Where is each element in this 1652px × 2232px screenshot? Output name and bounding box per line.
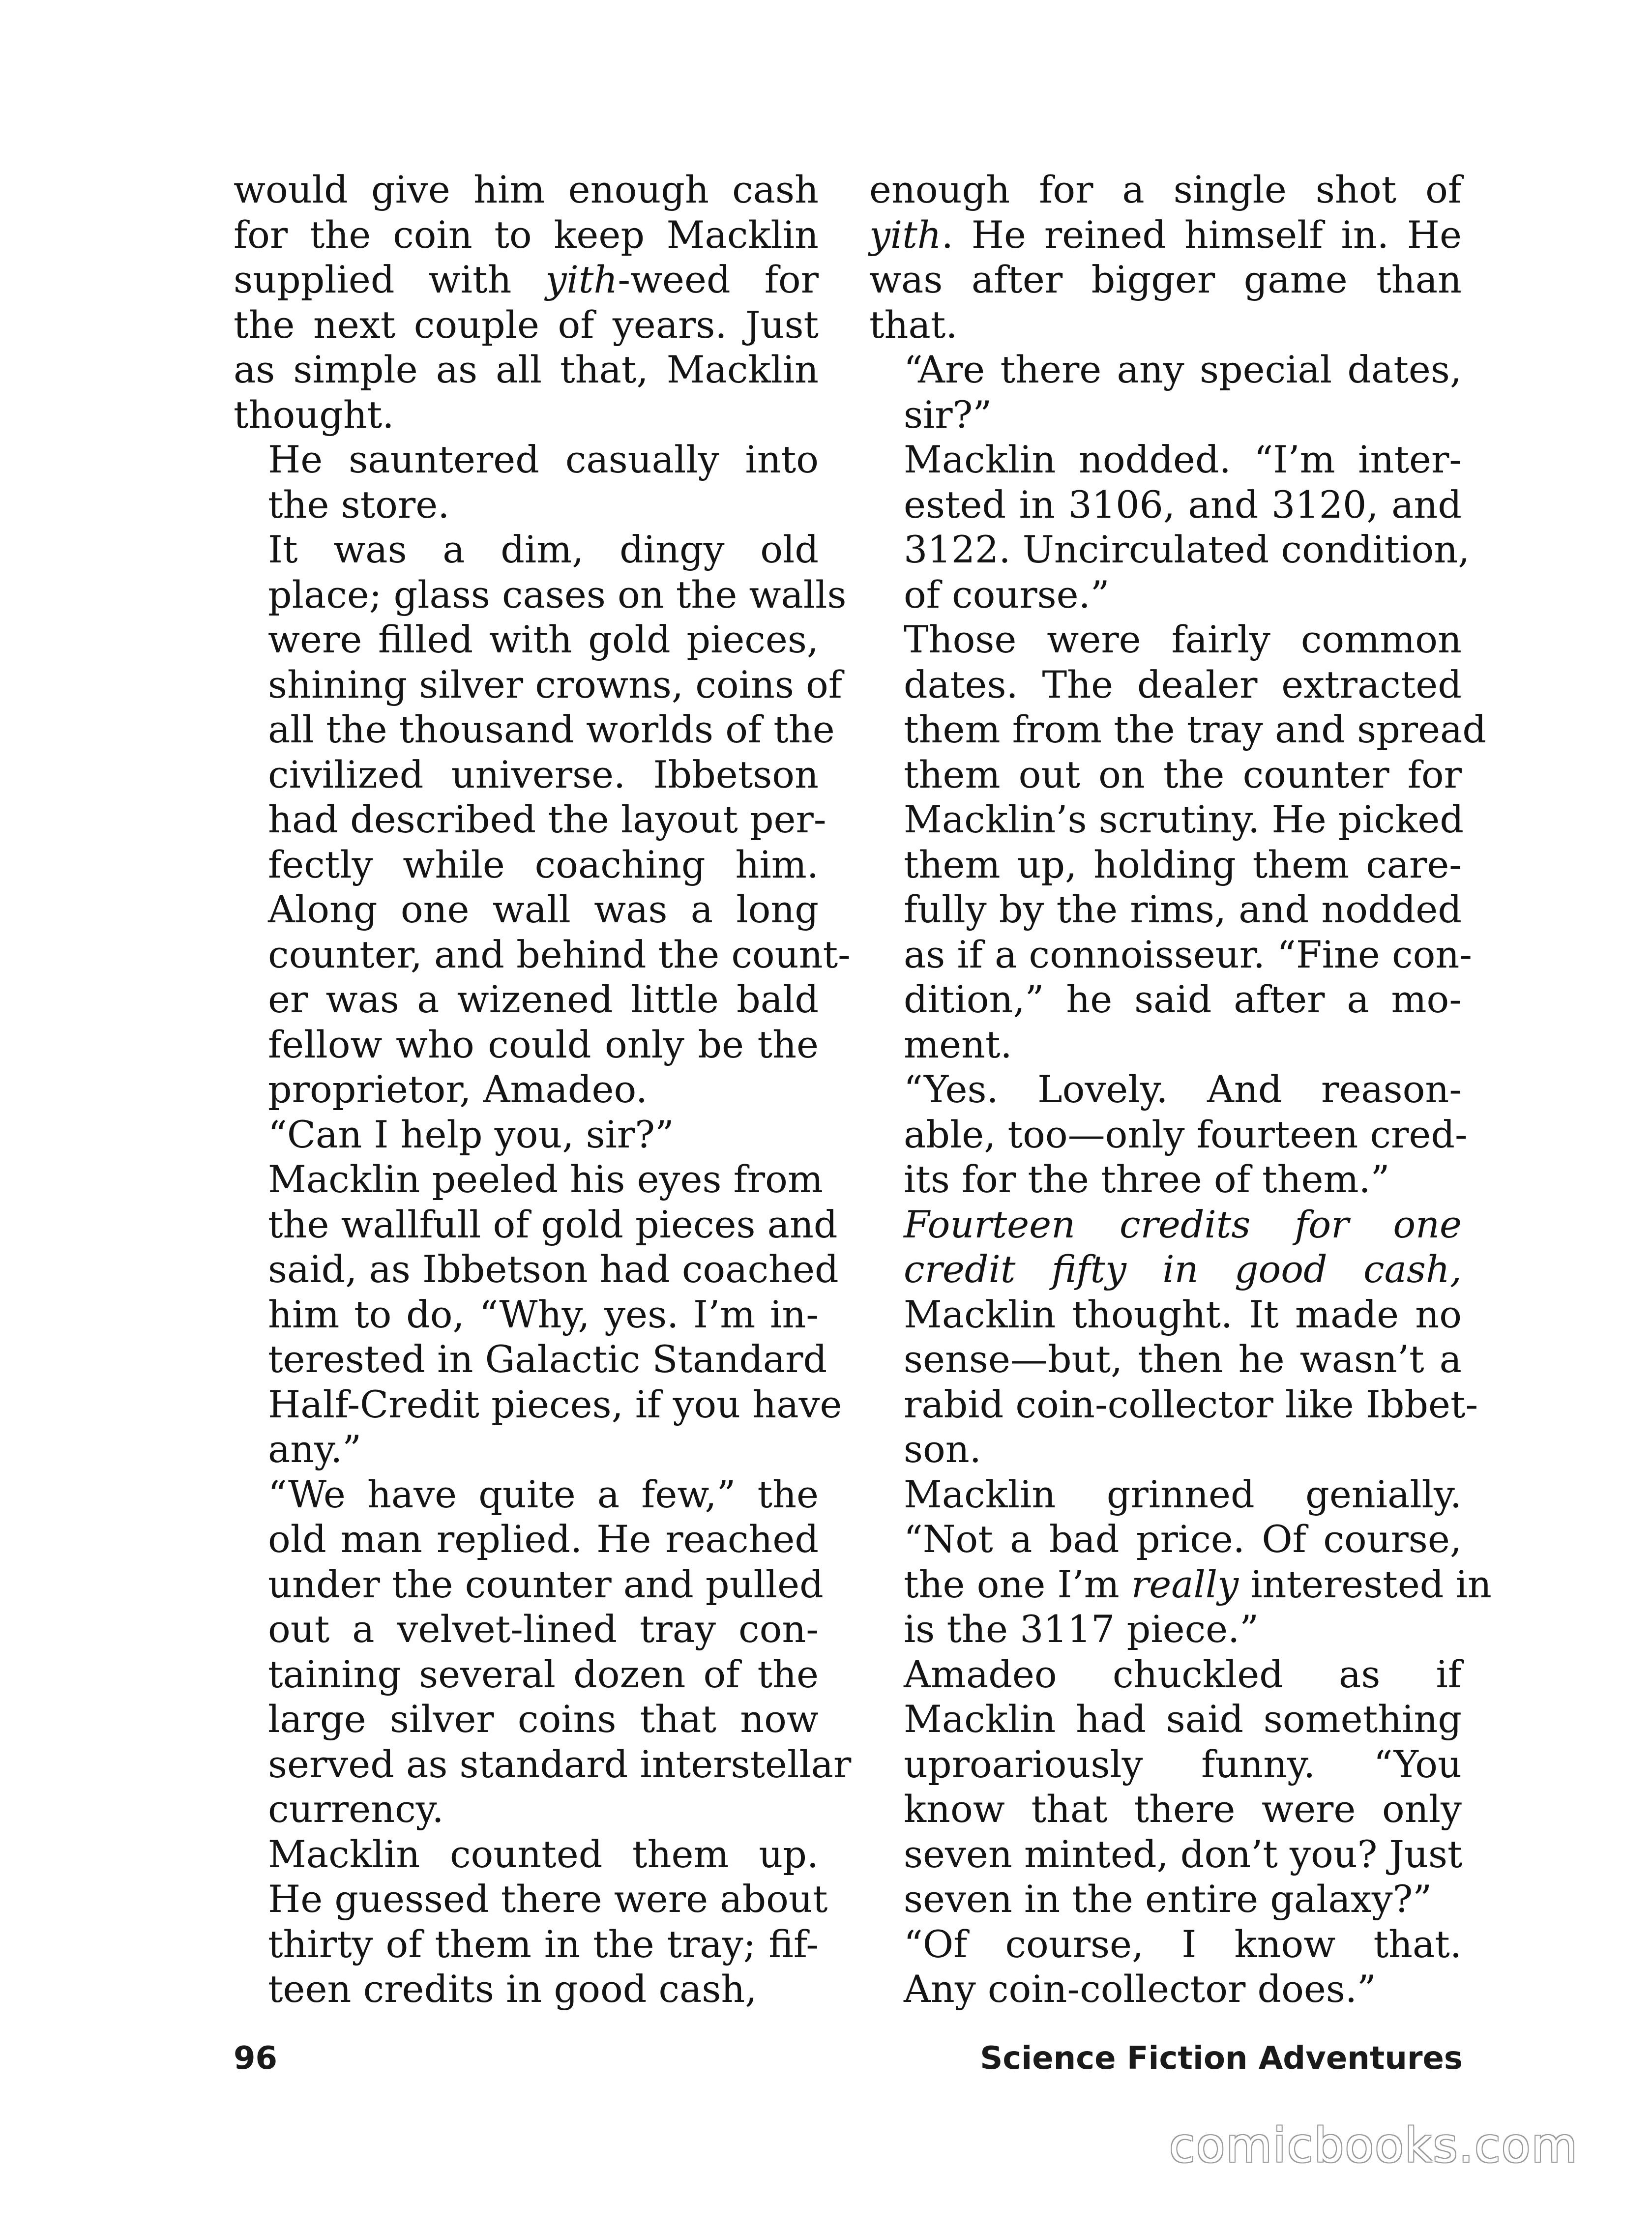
text-line: Macklin had said something — [904, 1697, 1462, 1741]
text-line: that. — [869, 302, 958, 347]
text-line: the next couple of years. Just — [234, 302, 819, 347]
text-line: sense—but, then he wasn’t a — [904, 1337, 1462, 1381]
text-line: ested in 3106, and 3120, and — [904, 482, 1462, 527]
text-line: He sauntered casually into — [268, 438, 819, 481]
paragraph — [869, 1067, 1468, 1202]
paragraph — [869, 1472, 1492, 1652]
text-line: “Not a bad price. Of course, — [904, 1517, 1462, 1561]
text-line: Any coin-collector does.” — [904, 1967, 1376, 2011]
text-line: fully by the rims, and nodded — [904, 887, 1462, 931]
text-line: is the 3117 piece.” — [904, 1607, 1259, 1651]
text-line: able, too—only fourteen cred- — [904, 1112, 1468, 1156]
text-line: teen credits in good cash, — [268, 1967, 757, 2011]
text-line: terested in Galactic Standard — [268, 1337, 827, 1381]
text-line: know that there were only — [904, 1787, 1462, 1831]
text-line: yith. He reined himself in. He — [869, 212, 1462, 257]
text-line: Macklin peeled his eyes from — [268, 1157, 823, 1201]
text-line: sir?” — [904, 392, 992, 437]
text-line: him to do, “Why, yes. I’m in- — [268, 1292, 819, 1336]
text-line: enough for a single shot of — [869, 168, 1462, 211]
text-line: the store. — [268, 482, 450, 527]
text-line: as simple as all that, Macklin — [234, 348, 819, 391]
paragraph — [234, 527, 851, 1112]
text-line: “We have quite a few,” the — [268, 1472, 819, 1516]
text-line: was after bigger game than — [869, 258, 1462, 301]
text-line: as if a connoisseur. “Fine con- — [904, 932, 1472, 976]
right-text-column — [869, 167, 1492, 2012]
text-line: Macklin nodded. “I’m inter- — [904, 438, 1462, 481]
text-line: proprietor, Amadeo. — [268, 1067, 648, 1111]
text-line: son. — [904, 1427, 981, 1471]
text-line: its for the three of them.” — [904, 1157, 1390, 1201]
text-line: them from the tray and spread — [904, 707, 1487, 751]
text-line: He guessed there were about — [268, 1877, 828, 1921]
text-line: rabid coin-collector like Ibbet- — [904, 1382, 1478, 1426]
text-line: Amadeo chuckled as if — [904, 1652, 1462, 1696]
paragraph — [234, 167, 819, 437]
text-line: the one I’m really interested in — [904, 1562, 1492, 1606]
text-line: the wallfull of gold pieces and — [268, 1202, 838, 1246]
text-line: out a velvet-lined tray con- — [268, 1607, 819, 1651]
text-line: “Yes. Lovely. And reason- — [904, 1067, 1462, 1111]
text-line: taining several dozen of the — [268, 1652, 819, 1696]
text-line: Half-Credit pieces, if you have — [268, 1382, 842, 1426]
text-line: civilized universe. Ibbetson — [268, 752, 819, 796]
left-text-column — [234, 167, 852, 2012]
text-line: had described the layout per- — [268, 797, 826, 841]
paragraph — [869, 617, 1487, 1067]
text-line: fellow who could only be the — [268, 1022, 819, 1066]
text-line: were filled with gold pieces, — [268, 617, 819, 661]
paragraph — [869, 1652, 1462, 1922]
text-line: currency. — [268, 1787, 444, 1831]
text-line: counter, and behind the count- — [268, 932, 851, 976]
text-line: supplied with yith-weed for — [234, 258, 819, 301]
paragraph — [869, 1922, 1462, 2012]
text-line: thought. — [234, 392, 394, 437]
text-line: any.” — [268, 1427, 362, 1471]
text-line: them up, holding them care- — [904, 842, 1462, 886]
paragraph — [234, 1112, 819, 1157]
text-line: Macklin counted them up. — [268, 1832, 819, 1876]
paragraph — [869, 437, 1470, 617]
page-footer — [234, 2040, 1463, 2085]
text-line: It was a dim, dingy old — [268, 528, 819, 571]
text-line: would give him enough cash — [234, 168, 819, 211]
paragraph — [234, 1832, 828, 2012]
paragraph — [869, 1202, 1478, 1472]
text-line: 3122. Uncirculated condition, — [904, 528, 1470, 571]
text-line: “Can I help you, sir?” — [268, 1112, 674, 1156]
paragraph — [234, 1472, 852, 1832]
text-line: dition,” he said after a mo- — [904, 977, 1462, 1021]
text-line: served as standard interstellar — [268, 1742, 852, 1786]
text-line: for the coin to keep Macklin — [234, 212, 819, 257]
text-line: said, as Ibbetson had coached — [268, 1247, 839, 1291]
text-line: under the counter and pulled — [268, 1562, 824, 1606]
text-line: of course.” — [904, 572, 1110, 617]
text-line: uproariously funny. “You — [904, 1742, 1462, 1786]
text-line: large silver coins that now — [268, 1697, 819, 1741]
text-line: Those were fairly common — [904, 617, 1462, 661]
text-line: “Of course, I know that. — [904, 1922, 1462, 1966]
text-line: seven in the entire galaxy?” — [904, 1877, 1432, 1921]
text-line: all the thousand worlds of the — [268, 707, 835, 751]
text-line: dates. The dealer extracted — [904, 662, 1462, 706]
text-line: shining silver crowns, coins of — [268, 662, 842, 706]
text-line: Along one wall was a long — [268, 887, 819, 931]
paragraph — [234, 1157, 842, 1472]
text-line: Macklin thought. It made no — [904, 1292, 1462, 1336]
text-line: old man replied. He reached — [268, 1517, 819, 1561]
text-line: Macklin’s scrutiny. He picked — [904, 797, 1464, 841]
text-line: thirty of them in the tray; fif- — [268, 1922, 819, 1966]
text-line: Macklin grinned genially. — [904, 1472, 1462, 1516]
text-line: place; glass cases on the walls — [268, 572, 847, 617]
paragraph — [869, 347, 1462, 437]
text-line: er was a wizened little bald — [268, 977, 819, 1021]
text-line: ment. — [904, 1022, 1012, 1066]
paragraph — [869, 167, 1462, 347]
text-line: credit fifty in good cash, — [904, 1247, 1462, 1291]
magazine-title: Science Fiction Adventures — [980, 2040, 1463, 2077]
paragraph — [234, 437, 819, 527]
text-line: them out on the counter for — [904, 752, 1462, 796]
page-number: 96 — [234, 2040, 278, 2077]
text-line: Fourteen credits for one — [904, 1202, 1462, 1246]
text-line: fectly while coaching him. — [268, 842, 819, 886]
text-line: “Are there any special dates, — [904, 348, 1462, 391]
watermark-logo: comicbooks.com — [1169, 2118, 1578, 2173]
text-line: seven minted, don’t you? Just — [904, 1832, 1463, 1876]
